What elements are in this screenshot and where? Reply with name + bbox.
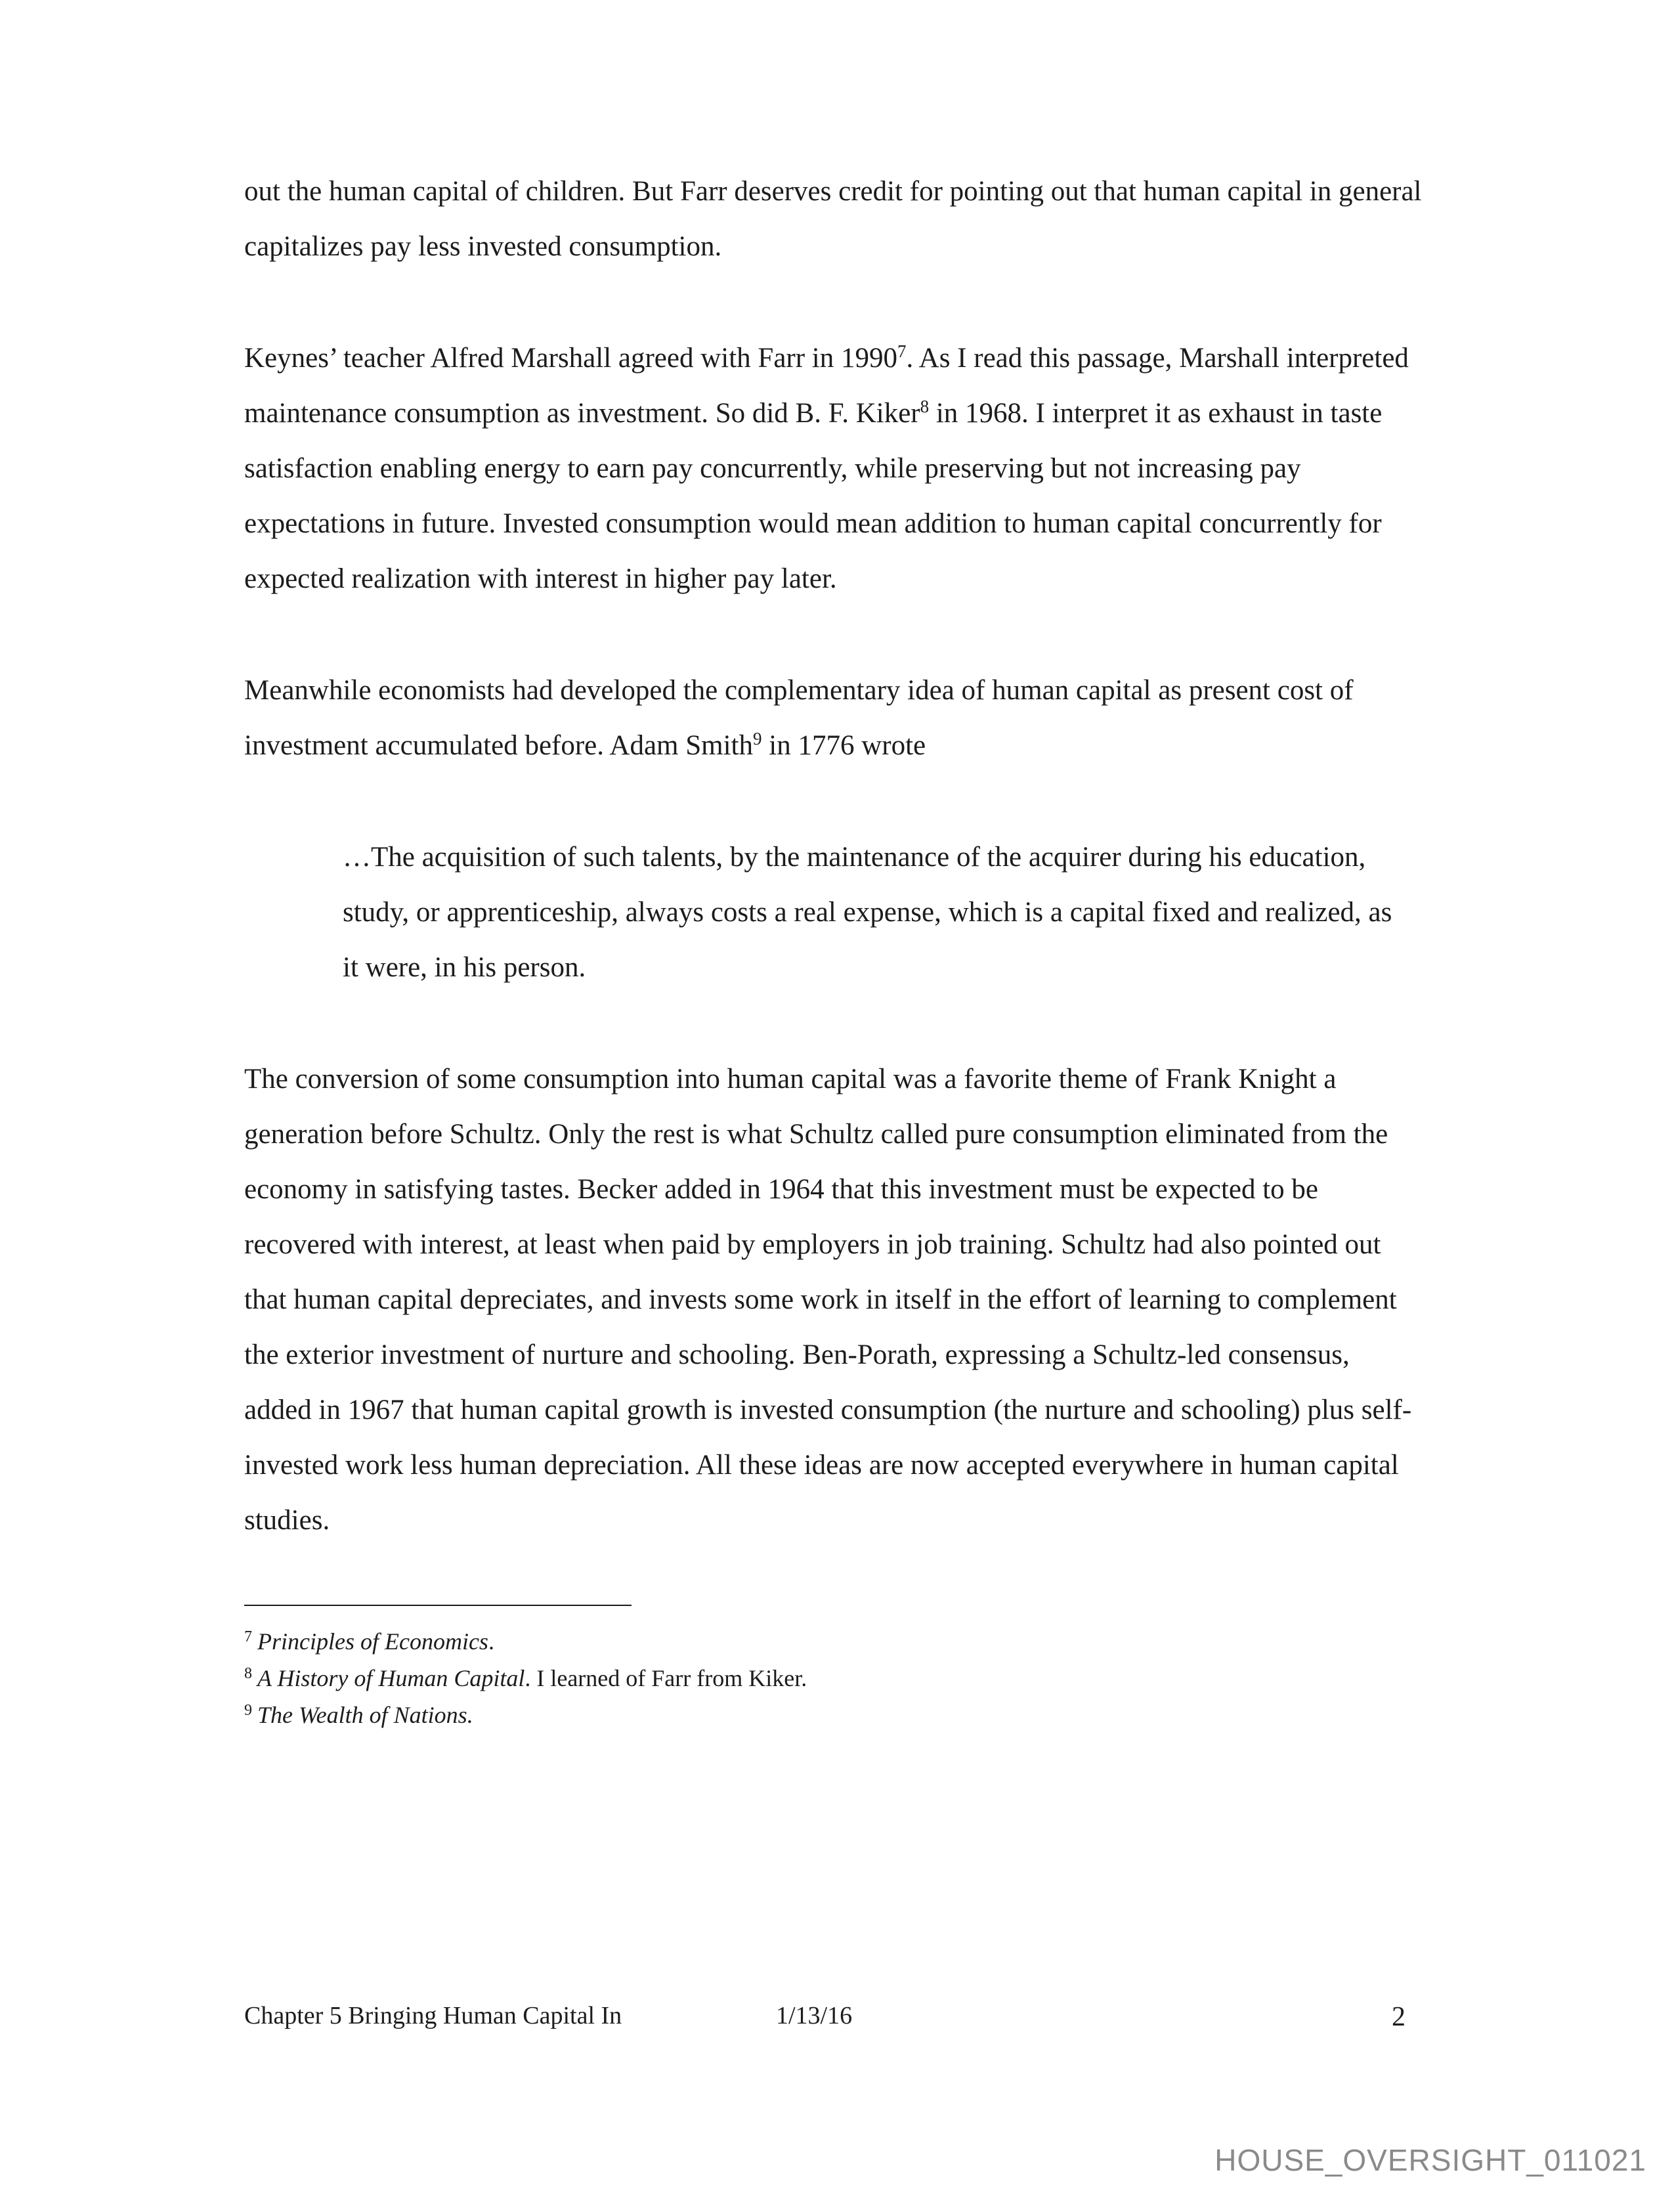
footnotes-section (244, 1605, 1423, 1733)
footer-chapter-title: Chapter 5 Bringing Human Capital In (244, 2002, 622, 2029)
body-paragraph-3 (244, 663, 1423, 773)
paragraph-text: . As I read this passage, Marshall interpreted maintenance consumption as investment. So did B. F. Kiker (244, 343, 1409, 429)
footnote-text: . (488, 1628, 494, 1655)
paragraph-text: Meanwhile economists had developed the complementary idea of human capital as present cost of investment accumulated before. Adam Smith (244, 675, 1354, 761)
body-paragraph-2 (244, 331, 1423, 607)
footnote-reference-7: 7 (897, 341, 907, 362)
footnote-title: A History of Human Capital (257, 1665, 525, 1691)
footnote-marker: 7 (244, 1628, 252, 1645)
body-paragraph-1 (244, 164, 1423, 274)
footer-date: 1/13/16 (776, 2002, 853, 2029)
footnote-title: Principles of Economics (257, 1628, 488, 1655)
oversight-watermark: HOUSE_OVERSIGHT_011021 (1214, 2143, 1646, 2177)
paragraph-text: The conversion of some consumption into human capital was a favorite theme of Frank Knight a generation before Schultz. Only the rest is what Schultz called pure consumption eliminated from the economy in satisfying tastes. Becker added in 1964 that this investment must be expected to be recovered with interest, at least when paid by employers in job training. Schultz had also pointed out that human capital depreciates, and invests some work in itself in the effort of learning to complement the exterior investment of nurture and schooling. Ben-Porath, expressing a Schultz-led consensus, added in 1967 that human capital growth is invested consumption (the nurture and schooling) plus self-invested work less human depreciation. All these ideas are now accepted everywhere in human capital studies. (244, 1064, 1412, 1536)
page-body-text (244, 164, 1423, 1733)
footnote-marker: 9 (244, 1702, 252, 1719)
block-quote (343, 830, 1393, 995)
footnote-8 (244, 1660, 1423, 1697)
footnote-9 (244, 1697, 1423, 1733)
page-number: 2 (1392, 2002, 1406, 2032)
footnote-reference-9: 9 (753, 729, 762, 749)
footnote-reference-8: 8 (920, 397, 930, 417)
paragraph-text: in 1968. I interpret it as exhaust in taste satisfaction enabling energy to earn pay concurrently, while preserving but not increasing pay expectations in future. Invested consumption would mean addition to human capital concurrently for expected realization with interest in higher pay later. (244, 398, 1383, 594)
paragraph-text: Keynes’ teacher Alfred Marshall agreed with Farr in 1990 (244, 343, 898, 374)
body-paragraph-4 (244, 1052, 1423, 1548)
paragraph-text: out the human capital of children. But Farr deserves credit for pointing out that human capital in general capitalizes pay less invested consumption. (244, 176, 1422, 262)
paragraph-text: in 1776 wrote (762, 730, 926, 761)
footnote-separator (244, 1605, 632, 1606)
quote-text: …The acquisition of such talents, by the maintenance of the acquirer during his education, study, or apprenticeship, always costs a real expense, which is a capital fixed and realized, as it were, in his person. (343, 842, 1392, 983)
footnote-7 (244, 1623, 1423, 1660)
footnote-text: . I learned of Farr from Kiker. (525, 1665, 807, 1691)
footnote-title: The Wealth of Nations. (257, 1702, 473, 1728)
footnote-marker: 8 (244, 1665, 252, 1682)
